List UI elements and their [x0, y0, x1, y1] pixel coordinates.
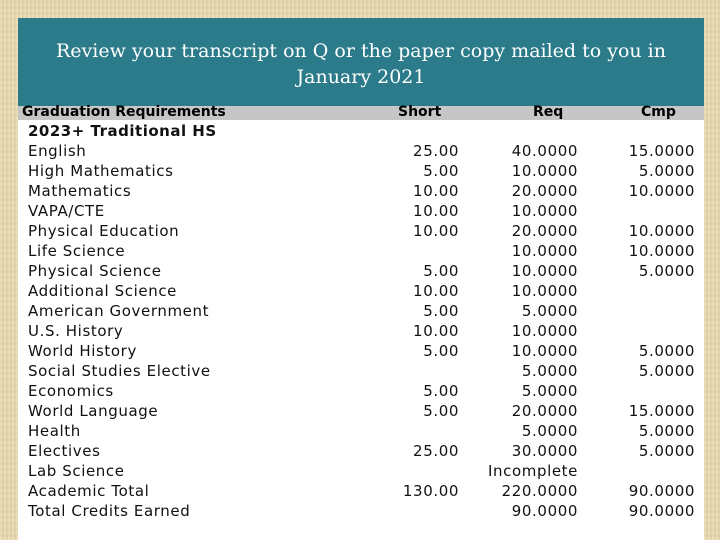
- row-label: Lab Science: [28, 462, 125, 480]
- table-row: [18, 202, 704, 222]
- table-row: [18, 462, 704, 482]
- table-row: [18, 262, 704, 282]
- table-row: [18, 362, 704, 382]
- row-req: 10.0000: [511, 242, 578, 260]
- row-label: Social Studies Elective: [28, 362, 211, 380]
- row-label: VAPA/CTE: [28, 202, 105, 220]
- row-cmp: 5.0000: [638, 362, 695, 380]
- row-label: English: [28, 142, 87, 160]
- row-req: 5.0000: [521, 422, 578, 440]
- row-label: American Government: [28, 302, 210, 320]
- row-cmp: 5.0000: [638, 342, 695, 360]
- row-label: World Language: [28, 402, 159, 420]
- row-req: 10.0000: [511, 262, 578, 280]
- row-label: Economics: [28, 382, 114, 400]
- row-req: 10.0000: [511, 202, 578, 220]
- row-cmp: 10.0000: [628, 242, 695, 260]
- slide: [18, 18, 704, 540]
- row-short: 5.00: [423, 382, 459, 400]
- header-cmp: Cmp: [641, 104, 676, 120]
- row-req: 30.0000: [511, 442, 578, 460]
- table-row: [18, 442, 704, 462]
- row-label: Life Science: [28, 242, 126, 260]
- row-req: 10.0000: [511, 342, 578, 360]
- header-graduation-requirements: Graduation Requirements: [22, 104, 226, 120]
- row-req: 10.0000: [511, 282, 578, 300]
- row-cmp: 5.0000: [638, 422, 695, 440]
- row-cmp: 10.0000: [628, 182, 695, 200]
- section-row: [18, 122, 704, 142]
- table-row: [18, 302, 704, 322]
- row-req: 5.0000: [521, 302, 578, 320]
- row-short: 130.00: [402, 482, 459, 500]
- row-req: 10.0000: [511, 162, 578, 180]
- row-label: High Mathematics: [28, 162, 174, 180]
- row-short: 10.00: [413, 282, 459, 300]
- row-cmp: 15.0000: [628, 402, 695, 420]
- header-req: Req: [533, 104, 564, 120]
- requirements-table: [18, 122, 704, 522]
- table-header: [18, 106, 704, 120]
- transcript-screenshot: [18, 106, 704, 540]
- row-req: Incomplete: [488, 462, 578, 480]
- table-row: [18, 142, 704, 162]
- table-row: [18, 282, 704, 302]
- row-short: 5.00: [423, 162, 459, 180]
- row-label: Physical Education: [28, 222, 180, 240]
- row-req: 20.0000: [511, 182, 578, 200]
- row-label: Electives: [28, 442, 101, 460]
- row-short: 5.00: [423, 262, 459, 280]
- row-label: Academic Total: [28, 482, 150, 500]
- row-label: Health: [28, 422, 81, 440]
- row-label: U.S. History: [28, 322, 124, 340]
- table-row: [18, 322, 704, 342]
- table-row: [18, 162, 704, 182]
- row-cmp: 10.0000: [628, 222, 695, 240]
- row-short: 5.00: [423, 302, 459, 320]
- row-req: 220.0000: [501, 482, 578, 500]
- row-short: 10.00: [413, 202, 459, 220]
- row-req: 20.0000: [511, 402, 578, 420]
- row-label: World History: [28, 342, 137, 360]
- row-cmp: 90.0000: [628, 502, 695, 520]
- row-req: 5.0000: [521, 382, 578, 400]
- row-req: 90.0000: [511, 502, 578, 520]
- section-title: 2023+ Traditional HS: [28, 122, 217, 140]
- row-short: 10.00: [413, 222, 459, 240]
- row-cmp: 5.0000: [638, 442, 695, 460]
- table-body: [18, 142, 704, 522]
- table-row: [18, 182, 704, 202]
- row-short: 25.00: [413, 442, 459, 460]
- row-label: Physical Science: [28, 262, 162, 280]
- row-label: Mathematics: [28, 182, 132, 200]
- row-req: 20.0000: [511, 222, 578, 240]
- row-cmp: 15.0000: [628, 142, 695, 160]
- table-row: [18, 502, 704, 522]
- row-short: 5.00: [423, 342, 459, 360]
- row-label: Additional Science: [28, 282, 178, 300]
- row-cmp: 5.0000: [638, 162, 695, 180]
- table-row: [18, 222, 704, 242]
- table-row: [18, 382, 704, 402]
- row-short: 10.00: [413, 322, 459, 340]
- row-short: 5.00: [423, 402, 459, 420]
- banner-text: Review your transcript on Q or the paper copy mailed to you in January 2021: [55, 40, 666, 88]
- row-cmp: 5.0000: [638, 262, 695, 280]
- title-banner: [18, 18, 704, 106]
- row-req: 10.0000: [511, 322, 578, 340]
- table-row: [18, 342, 704, 362]
- table-row: [18, 402, 704, 422]
- table-row: [18, 482, 704, 502]
- header-short: Short: [398, 104, 442, 120]
- row-short: 25.00: [413, 142, 459, 160]
- row-req: 5.0000: [521, 362, 578, 380]
- row-short: 10.00: [413, 182, 459, 200]
- row-cmp: 90.0000: [628, 482, 695, 500]
- row-req: 40.0000: [511, 142, 578, 160]
- table-row: [18, 422, 704, 442]
- row-label: Total Credits Earned: [28, 502, 191, 520]
- table-row: [18, 242, 704, 262]
